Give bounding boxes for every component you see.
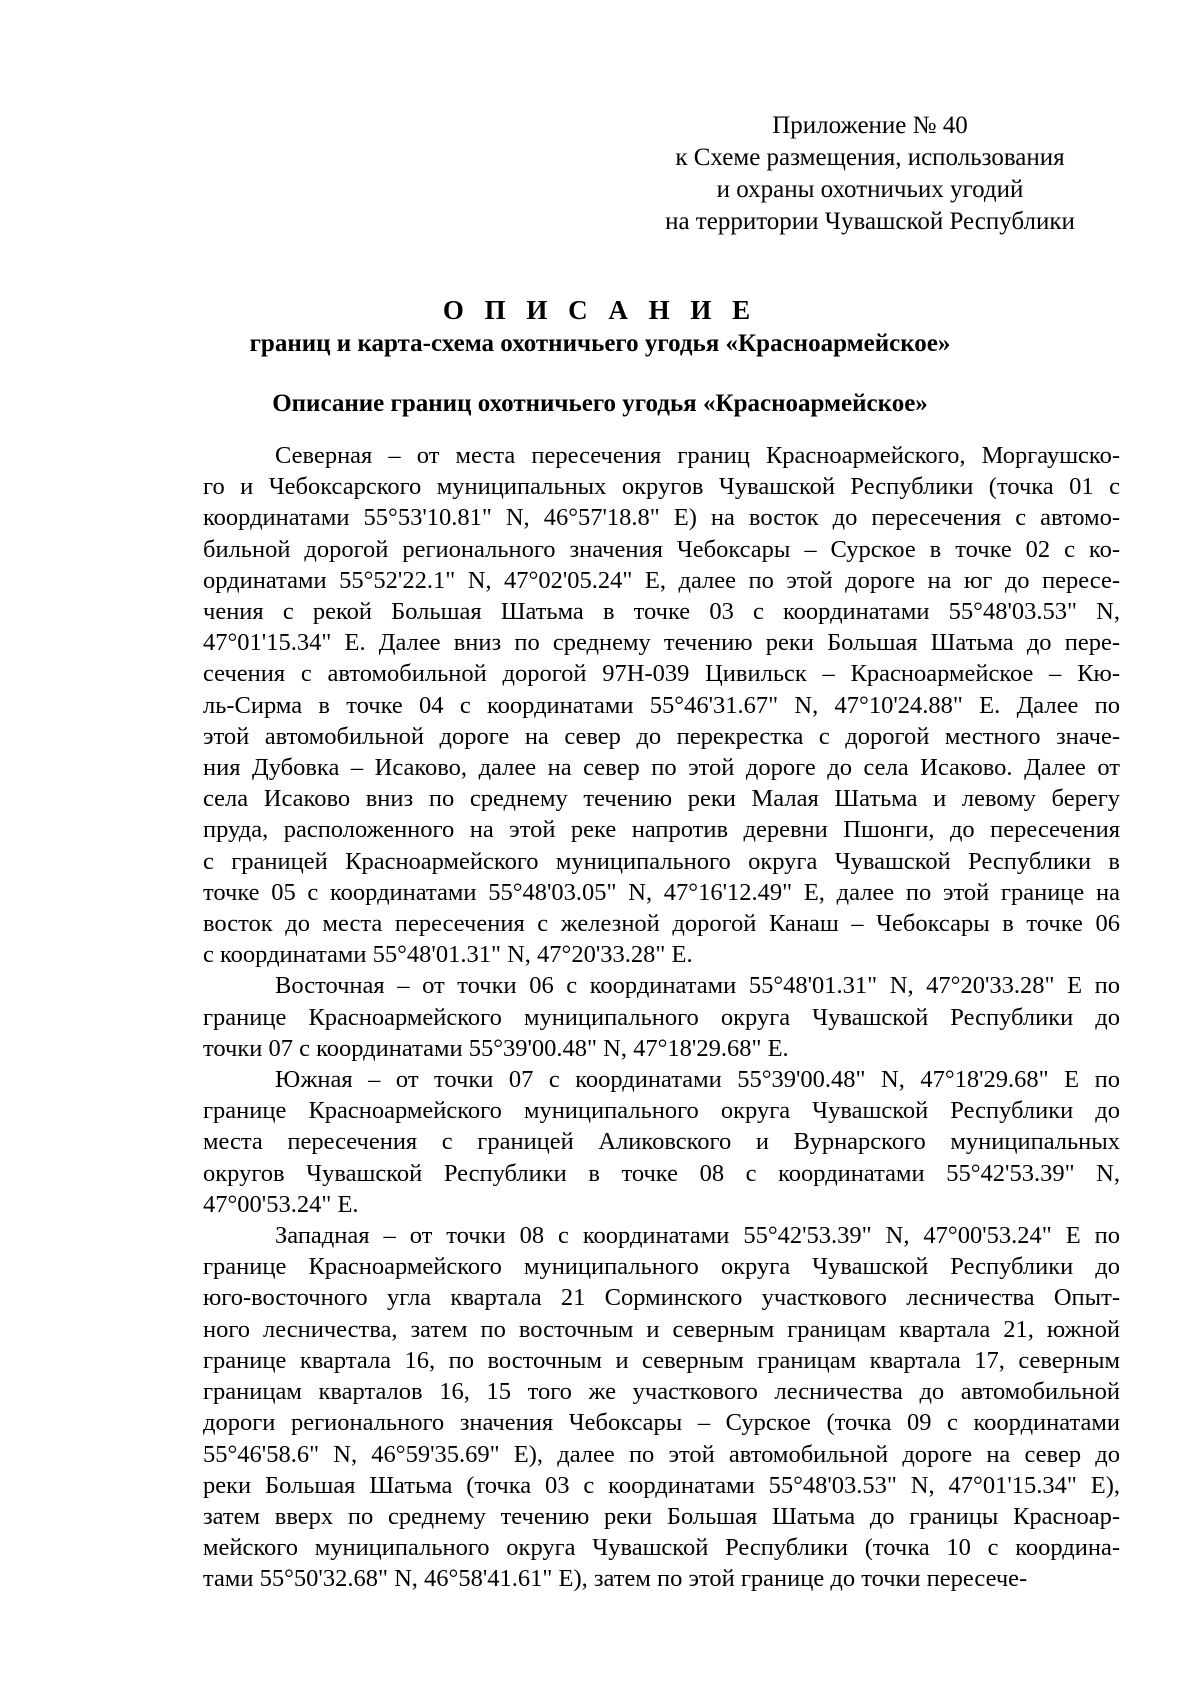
section-heading: Описание границ охотничьего угодья «Красноармейское» <box>272 390 928 417</box>
paragraph-line: Западная – от точки 08 с координатами 55°42'53.39" N, 47°00'53.24" E по <box>275 1222 1120 1250</box>
paragraph-line: округов Чувашской Республики в точке 08 с координатами 55°42'53.39" N, <box>203 1159 1120 1187</box>
appendix-number: Приложение № 40 <box>772 112 968 139</box>
document-title: О П И С А Н И Е <box>442 295 758 325</box>
paragraph-line: ния Дубовка – Исаково, далее на север по этой дороге до села Исаково. Далее от <box>203 754 1120 782</box>
paragraph <box>203 970 1120 1064</box>
paragraph <box>203 440 1120 970</box>
paragraph-line: границам кварталов 16, 15 того же участкового лесничества до автомобильной <box>203 1378 1120 1406</box>
paragraph <box>203 1220 1120 1594</box>
paragraph-line: дороги регионального значения Чебоксары – Сурское (точка 09 с координатами <box>203 1409 1120 1437</box>
paragraph-line: границе Красноармейского муниципального округа Чувашской Республики до <box>203 1003 1120 1031</box>
paragraph-line: Северная – от места пересечения границ Красноармейского, Моргаушско- <box>275 442 1120 469</box>
paragraph-line: границе Красноармейского муниципального округа Чувашской Республики до <box>203 1253 1120 1281</box>
appendix-ref-line: к Схеме размещения, использования <box>675 144 1065 171</box>
appendix-ref-line: на территории Чувашской Республики <box>665 208 1075 235</box>
paragraph-line: ординатами 55°52'22.1" N, 47°02'05.24" E, далее по этой дороге на юг до пересе- <box>203 566 1120 594</box>
paragraph-line: координатами 55°53'10.81" N, 46°57'18.8" E) на восток до пересечения с автомо- <box>203 504 1120 532</box>
paragraph-line: точке 05 с координатами 55°48'03.05" N, 47°16'12.49" E, далее по этой границе на <box>203 878 1120 906</box>
paragraph-line: тами 55°50'32.68" N, 46°58'41.61" E), затем по этой границе до точки пересече- <box>203 1565 1028 1593</box>
paragraph-line: сечения с автомобильной дорогой 97Н-039 Цивильск – Красноармейское – Кю- <box>203 660 1120 688</box>
paragraph-line: мейского муниципального округа Чувашской Республики (точка 10 с координа- <box>203 1534 1120 1562</box>
paragraph-line: бильной дорогой регионального значения Чебоксары – Сурское в точке 02 с ко- <box>203 535 1120 563</box>
paragraph-line: Восточная – от точки 06 с координатами 55°48'01.31" N, 47°20'33.28" E по <box>275 972 1120 1000</box>
appendix-block <box>620 110 1120 238</box>
paragraph-line: ного лесничества, затем по восточным и северным границам квартала 21, южной <box>203 1315 1120 1343</box>
paragraph-line: села Исаково вниз по среднему течению реки Малая Шатьма и левому берегу <box>203 785 1120 813</box>
paragraph-line: границе квартала 16, по восточным и северным границам квартала 17, северным <box>203 1346 1120 1374</box>
paragraph-line: с координатами 55°48'01.31" N, 47°20'33.28" E. <box>203 941 693 969</box>
document-subtitle: границ и карта-схема охотничьего угодья «Красноармейское» <box>249 330 951 357</box>
paragraph-line: пруда, расположенного на этой реке напротив деревни Пшонги, до пересечения <box>203 816 1120 844</box>
paragraph-line: места пересечения с границей Аликовского и Вурнарского муниципальных <box>203 1128 1120 1156</box>
paragraph-line: восток до места пересечения с железной дорогой Канаш – Чебоксары в точке 06 <box>203 910 1120 938</box>
paragraph-line: го и Чебоксарского муниципальных округов Чувашской Республики (точка 01 с <box>203 473 1120 501</box>
paragraph-line: 47°01'15.34" E. Далее вниз по среднему течению реки Большая Шатьма до пере- <box>203 629 1120 657</box>
paragraph <box>203 1064 1120 1220</box>
appendix-ref-line: и охраны охотничьих угодий <box>716 176 1024 203</box>
paragraph-line: этой автомобильной дороге на север до перекрестка с дорогой местного значе- <box>203 722 1120 750</box>
paragraph-line: границе Красноармейского муниципального округа Чувашской Республики до <box>203 1097 1120 1125</box>
body-text <box>203 440 1120 1595</box>
paragraph-line: Южная – от точки 07 с координатами 55°39'00.48" N, 47°18'29.68" E по <box>275 1066 1120 1094</box>
paragraph-line: ль-Сирма в точке 04 с координатами 55°46'31.67" N, 47°10'24.88" E. Далее по <box>203 691 1120 719</box>
paragraph-line: юго-восточного угла квартала 21 Сорминского участкового лесничества Опыт- <box>203 1284 1120 1312</box>
paragraph-line: с границей Красноармейского муниципального округа Чувашской Республики в <box>203 847 1120 875</box>
paragraph-line: 55°46'58.6" N, 46°59'35.69" E), далее по этой автомобильной дороге на север до <box>203 1440 1120 1468</box>
paragraph-line: затем вверх по среднему течению реки Большая Шатьма до границы Красноар- <box>203 1502 1120 1530</box>
paragraph-line: 47°00'53.24" E. <box>203 1190 359 1218</box>
paragraph-line: точки 07 с координатами 55°39'00.48" N, 47°18'29.68" E. <box>203 1034 789 1062</box>
paragraph-line: реки Большая Шатьма (точка 03 с координатами 55°48'03.53" N, 47°01'15.34" E), <box>203 1471 1120 1499</box>
paragraph-line: чения с рекой Большая Шатьма в точке 03 с координатами 55°48'03.53" N, <box>203 598 1120 626</box>
